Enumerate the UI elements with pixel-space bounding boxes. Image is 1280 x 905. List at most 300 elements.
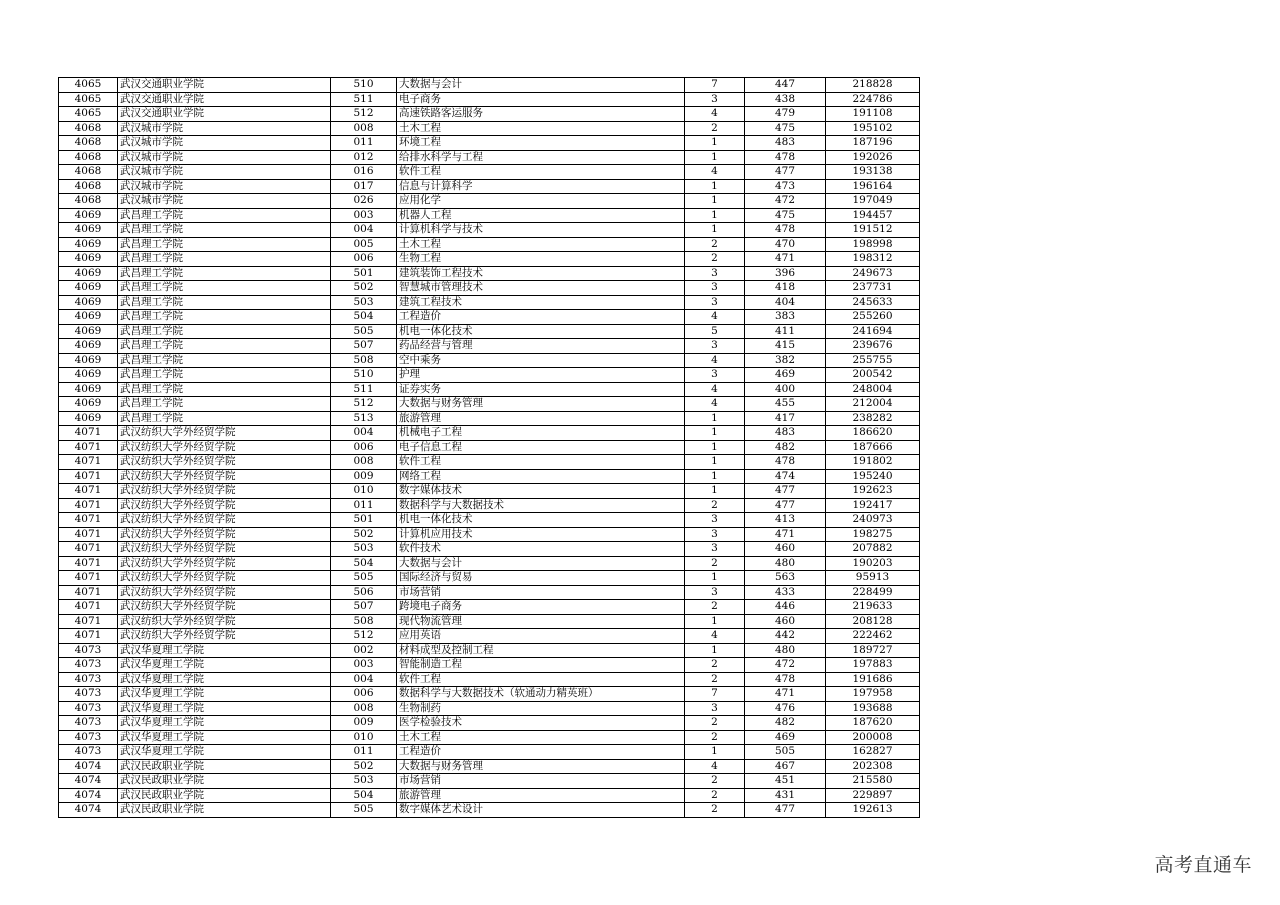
table-row <box>59 513 920 528</box>
min-score-cell: 477 <box>745 803 826 818</box>
plan-count-cell: 2 <box>685 121 745 136</box>
major-name-cell: 跨境电子商务 <box>397 600 685 615</box>
table-row <box>59 295 920 310</box>
min-rank-cell: 229897 <box>826 788 920 803</box>
school-code-cell: 4071 <box>59 469 118 484</box>
school-code-cell: 4073 <box>59 745 118 760</box>
min-rank-cell: 95913 <box>826 571 920 586</box>
min-score-cell: 447 <box>745 78 826 93</box>
school-name-cell: 武昌理工学院 <box>118 353 331 368</box>
school-name-cell: 武汉纺织大学外经贸学院 <box>118 585 331 600</box>
school-code-cell: 4069 <box>59 310 118 325</box>
min-rank-cell: 193138 <box>826 165 920 180</box>
plan-count-cell: 1 <box>685 150 745 165</box>
min-rank-cell: 162827 <box>826 745 920 760</box>
major-name-cell: 应用英语 <box>397 629 685 644</box>
major-name-cell: 药品经营与管理 <box>397 339 685 354</box>
school-code-cell: 4073 <box>59 687 118 702</box>
min-score-cell: 467 <box>745 759 826 774</box>
min-rank-cell: 238282 <box>826 411 920 426</box>
plan-count-cell: 3 <box>685 585 745 600</box>
min-rank-cell: 195240 <box>826 469 920 484</box>
school-name-cell: 武汉华夏理工学院 <box>118 643 331 658</box>
table-row <box>59 658 920 673</box>
min-rank-cell: 192613 <box>826 803 920 818</box>
min-rank-cell: 197958 <box>826 687 920 702</box>
plan-count-cell: 2 <box>685 658 745 673</box>
major-code-cell: 504 <box>331 310 397 325</box>
table-row <box>59 281 920 296</box>
min-rank-cell: 241694 <box>826 324 920 339</box>
min-score-cell: 404 <box>745 295 826 310</box>
min-rank-cell: 248004 <box>826 382 920 397</box>
major-code-cell: 512 <box>331 397 397 412</box>
min-score-cell: 478 <box>745 223 826 238</box>
min-rank-cell: 237731 <box>826 281 920 296</box>
min-rank-cell: 222462 <box>826 629 920 644</box>
major-code-cell: 510 <box>331 78 397 93</box>
school-code-cell: 4069 <box>59 368 118 383</box>
table-row <box>59 252 920 267</box>
major-code-cell: 008 <box>331 455 397 470</box>
min-score-cell: 433 <box>745 585 826 600</box>
table-row <box>59 310 920 325</box>
school-name-cell: 武汉城市学院 <box>118 194 331 209</box>
major-name-cell: 国际经济与贸易 <box>397 571 685 586</box>
major-name-cell: 数字媒体艺术设计 <box>397 803 685 818</box>
major-name-cell: 大数据与财务管理 <box>397 759 685 774</box>
major-name-cell: 建筑工程技术 <box>397 295 685 310</box>
major-name-cell: 机器人工程 <box>397 208 685 223</box>
school-code-cell: 4069 <box>59 223 118 238</box>
table-row <box>59 368 920 383</box>
school-name-cell: 武汉纺织大学外经贸学院 <box>118 614 331 629</box>
plan-count-cell: 1 <box>685 179 745 194</box>
school-name-cell: 武汉城市学院 <box>118 136 331 151</box>
major-code-cell: 512 <box>331 629 397 644</box>
min-rank-cell: 191512 <box>826 223 920 238</box>
min-rank-cell: 197049 <box>826 194 920 209</box>
major-name-cell: 信息与计算科学 <box>397 179 685 194</box>
school-code-cell: 4071 <box>59 614 118 629</box>
plan-count-cell: 7 <box>685 687 745 702</box>
major-name-cell: 土木工程 <box>397 121 685 136</box>
school-code-cell: 4068 <box>59 150 118 165</box>
major-code-cell: 505 <box>331 324 397 339</box>
major-name-cell: 大数据与财务管理 <box>397 397 685 412</box>
major-code-cell: 502 <box>331 281 397 296</box>
major-code-cell: 005 <box>331 237 397 252</box>
major-name-cell: 电子信息工程 <box>397 440 685 455</box>
major-code-cell: 506 <box>331 585 397 600</box>
school-name-cell: 武昌理工学院 <box>118 397 331 412</box>
plan-count-cell: 1 <box>685 571 745 586</box>
major-code-cell: 511 <box>331 92 397 107</box>
table-row <box>59 687 920 702</box>
plan-count-cell: 1 <box>685 411 745 426</box>
major-name-cell: 护理 <box>397 368 685 383</box>
major-code-cell: 011 <box>331 136 397 151</box>
school-name-cell: 武汉民政职业学院 <box>118 803 331 818</box>
plan-count-cell: 3 <box>685 295 745 310</box>
table-row <box>59 353 920 368</box>
major-name-cell: 现代物流管理 <box>397 614 685 629</box>
table-row <box>59 730 920 745</box>
min-score-cell: 505 <box>745 745 826 760</box>
school-code-cell: 4069 <box>59 353 118 368</box>
plan-count-cell: 1 <box>685 426 745 441</box>
plan-count-cell: 1 <box>685 455 745 470</box>
table-row <box>59 266 920 281</box>
school-code-cell: 4069 <box>59 339 118 354</box>
major-code-cell: 508 <box>331 353 397 368</box>
table-row <box>59 484 920 499</box>
major-code-cell: 011 <box>331 745 397 760</box>
major-code-cell: 017 <box>331 179 397 194</box>
school-code-cell: 4068 <box>59 136 118 151</box>
school-name-cell: 武汉城市学院 <box>118 179 331 194</box>
table-row <box>59 643 920 658</box>
table-row <box>59 701 920 716</box>
major-code-cell: 002 <box>331 643 397 658</box>
major-name-cell: 机械电子工程 <box>397 426 685 441</box>
school-code-cell: 4068 <box>59 121 118 136</box>
major-name-cell: 软件工程 <box>397 455 685 470</box>
school-code-cell: 4065 <box>59 107 118 122</box>
school-code-cell: 4073 <box>59 643 118 658</box>
min-score-cell: 478 <box>745 150 826 165</box>
table-row <box>59 498 920 513</box>
school-code-cell: 4065 <box>59 78 118 93</box>
plan-count-cell: 1 <box>685 194 745 209</box>
school-name-cell: 武昌理工学院 <box>118 237 331 252</box>
school-name-cell: 武汉纺织大学外经贸学院 <box>118 469 331 484</box>
table-row <box>59 150 920 165</box>
plan-count-cell: 1 <box>685 643 745 658</box>
major-code-cell: 012 <box>331 150 397 165</box>
major-code-cell: 504 <box>331 788 397 803</box>
min-rank-cell: 189727 <box>826 643 920 658</box>
major-name-cell: 数据科学与大数据技术 <box>397 498 685 513</box>
school-name-cell: 武汉纺织大学外经贸学院 <box>118 629 331 644</box>
table-row <box>59 179 920 194</box>
plan-count-cell: 2 <box>685 730 745 745</box>
major-code-cell: 009 <box>331 469 397 484</box>
plan-count-cell: 4 <box>685 353 745 368</box>
school-code-cell: 4071 <box>59 556 118 571</box>
school-code-cell: 4071 <box>59 629 118 644</box>
major-name-cell: 大数据与会计 <box>397 556 685 571</box>
min-rank-cell: 215580 <box>826 774 920 789</box>
school-name-cell: 武汉华夏理工学院 <box>118 745 331 760</box>
major-name-cell: 计算机科学与技术 <box>397 223 685 238</box>
school-name-cell: 武昌理工学院 <box>118 324 331 339</box>
min-score-cell: 470 <box>745 237 826 252</box>
plan-count-cell: 3 <box>685 368 745 383</box>
table-row <box>59 745 920 760</box>
plan-count-cell: 3 <box>685 339 745 354</box>
min-score-cell: 563 <box>745 571 826 586</box>
major-code-cell: 505 <box>331 803 397 818</box>
min-score-cell: 479 <box>745 107 826 122</box>
major-code-cell: 511 <box>331 382 397 397</box>
table-row <box>59 411 920 426</box>
min-score-cell: 480 <box>745 643 826 658</box>
plan-count-cell: 1 <box>685 440 745 455</box>
school-name-cell: 武昌理工学院 <box>118 411 331 426</box>
major-name-cell: 智慧城市管理技术 <box>397 281 685 296</box>
major-code-cell: 503 <box>331 295 397 310</box>
school-code-cell: 4073 <box>59 672 118 687</box>
major-name-cell: 土木工程 <box>397 237 685 252</box>
school-code-cell: 4074 <box>59 759 118 774</box>
major-code-cell: 003 <box>331 208 397 223</box>
min-score-cell: 472 <box>745 658 826 673</box>
table-row <box>59 527 920 542</box>
plan-count-cell: 3 <box>685 92 745 107</box>
school-name-cell: 武昌理工学院 <box>118 223 331 238</box>
plan-count-cell: 2 <box>685 672 745 687</box>
table-row <box>59 107 920 122</box>
table-row <box>59 194 920 209</box>
table-row <box>59 571 920 586</box>
school-code-cell: 4068 <box>59 179 118 194</box>
major-name-cell: 土木工程 <box>397 730 685 745</box>
min-rank-cell: 255260 <box>826 310 920 325</box>
min-score-cell: 413 <box>745 513 826 528</box>
school-name-cell: 武昌理工学院 <box>118 252 331 267</box>
min-rank-cell: 208128 <box>826 614 920 629</box>
plan-count-cell: 4 <box>685 165 745 180</box>
school-code-cell: 4073 <box>59 716 118 731</box>
major-name-cell: 旅游管理 <box>397 788 685 803</box>
table-row <box>59 121 920 136</box>
major-code-cell: 503 <box>331 774 397 789</box>
school-code-cell: 4069 <box>59 295 118 310</box>
plan-count-cell: 3 <box>685 266 745 281</box>
major-code-cell: 026 <box>331 194 397 209</box>
table-row <box>59 136 920 151</box>
plan-count-cell: 2 <box>685 774 745 789</box>
table-row <box>59 672 920 687</box>
min-score-cell: 476 <box>745 701 826 716</box>
school-name-cell: 武汉民政职业学院 <box>118 788 331 803</box>
school-name-cell: 武汉纺织大学外经贸学院 <box>118 542 331 557</box>
school-name-cell: 武汉民政职业学院 <box>118 774 331 789</box>
table-row <box>59 469 920 484</box>
major-code-cell: 003 <box>331 658 397 673</box>
min-score-cell: 442 <box>745 629 826 644</box>
plan-count-cell: 4 <box>685 629 745 644</box>
table-row <box>59 440 920 455</box>
table-row <box>59 600 920 615</box>
major-code-cell: 502 <box>331 527 397 542</box>
school-name-cell: 武汉纺织大学外经贸学院 <box>118 527 331 542</box>
major-name-cell: 给排水科学与工程 <box>397 150 685 165</box>
major-name-cell: 医学检验技术 <box>397 716 685 731</box>
min-rank-cell: 198312 <box>826 252 920 267</box>
major-code-cell: 004 <box>331 426 397 441</box>
school-name-cell: 武汉纺织大学外经贸学院 <box>118 440 331 455</box>
school-name-cell: 武昌理工学院 <box>118 339 331 354</box>
min-rank-cell: 245633 <box>826 295 920 310</box>
school-name-cell: 武昌理工学院 <box>118 310 331 325</box>
min-rank-cell: 240973 <box>826 513 920 528</box>
min-rank-cell: 193688 <box>826 701 920 716</box>
min-rank-cell: 192417 <box>826 498 920 513</box>
min-score-cell: 431 <box>745 788 826 803</box>
school-code-cell: 4071 <box>59 440 118 455</box>
min-rank-cell: 249673 <box>826 266 920 281</box>
major-name-cell: 生物工程 <box>397 252 685 267</box>
school-code-cell: 4071 <box>59 455 118 470</box>
major-name-cell: 市场营销 <box>397 774 685 789</box>
min-score-cell: 460 <box>745 614 826 629</box>
major-name-cell: 市场营销 <box>397 585 685 600</box>
plan-count-cell: 4 <box>685 397 745 412</box>
major-name-cell: 软件工程 <box>397 165 685 180</box>
major-code-cell: 507 <box>331 339 397 354</box>
table-row <box>59 426 920 441</box>
major-code-cell: 510 <box>331 368 397 383</box>
min-score-cell: 471 <box>745 527 826 542</box>
school-code-cell: 4073 <box>59 701 118 716</box>
school-code-cell: 4073 <box>59 730 118 745</box>
school-code-cell: 4073 <box>59 658 118 673</box>
school-name-cell: 武汉纺织大学外经贸学院 <box>118 556 331 571</box>
major-name-cell: 应用化学 <box>397 194 685 209</box>
min-rank-cell: 200008 <box>826 730 920 745</box>
school-name-cell: 武汉纺织大学外经贸学院 <box>118 600 331 615</box>
table-row <box>59 614 920 629</box>
major-name-cell: 大数据与会计 <box>397 78 685 93</box>
min-rank-cell: 194457 <box>826 208 920 223</box>
school-name-cell: 武汉交通职业学院 <box>118 78 331 93</box>
school-code-cell: 4071 <box>59 513 118 528</box>
major-name-cell: 生物制药 <box>397 701 685 716</box>
min-rank-cell: 198998 <box>826 237 920 252</box>
min-score-cell: 478 <box>745 455 826 470</box>
major-name-cell: 智能制造工程 <box>397 658 685 673</box>
school-name-cell: 武汉纺织大学外经贸学院 <box>118 571 331 586</box>
min-score-cell: 400 <box>745 382 826 397</box>
min-score-cell: 418 <box>745 281 826 296</box>
school-code-cell: 4068 <box>59 194 118 209</box>
min-rank-cell: 197883 <box>826 658 920 673</box>
school-code-cell: 4065 <box>59 92 118 107</box>
watermark-text: 高考直通车 <box>1154 854 1252 876</box>
plan-count-cell: 3 <box>685 701 745 716</box>
school-code-cell: 4071 <box>59 426 118 441</box>
min-rank-cell: 218828 <box>826 78 920 93</box>
major-name-cell: 机电一体化技术 <box>397 324 685 339</box>
major-code-cell: 004 <box>331 672 397 687</box>
major-name-cell: 证券实务 <box>397 382 685 397</box>
school-code-cell: 4074 <box>59 803 118 818</box>
min-rank-cell: 187196 <box>826 136 920 151</box>
min-rank-cell: 186620 <box>826 426 920 441</box>
min-score-cell: 471 <box>745 252 826 267</box>
min-rank-cell: 191802 <box>826 455 920 470</box>
table-row <box>59 324 920 339</box>
plan-count-cell: 2 <box>685 803 745 818</box>
plan-count-cell: 1 <box>685 469 745 484</box>
school-code-cell: 4071 <box>59 527 118 542</box>
school-name-cell: 武昌理工学院 <box>118 368 331 383</box>
school-name-cell: 武汉纺织大学外经贸学院 <box>118 455 331 470</box>
min-score-cell: 469 <box>745 368 826 383</box>
min-rank-cell: 196164 <box>826 179 920 194</box>
major-code-cell: 512 <box>331 107 397 122</box>
school-code-cell: 4071 <box>59 585 118 600</box>
min-score-cell: 471 <box>745 687 826 702</box>
table-row <box>59 803 920 818</box>
min-rank-cell: 207882 <box>826 542 920 557</box>
school-code-cell: 4074 <box>59 788 118 803</box>
plan-count-cell: 3 <box>685 513 745 528</box>
table-row <box>59 585 920 600</box>
school-code-cell: 4069 <box>59 237 118 252</box>
min-score-cell: 478 <box>745 672 826 687</box>
school-code-cell: 4069 <box>59 397 118 412</box>
table-row <box>59 556 920 571</box>
school-name-cell: 武汉华夏理工学院 <box>118 672 331 687</box>
min-rank-cell: 228499 <box>826 585 920 600</box>
major-code-cell: 508 <box>331 614 397 629</box>
min-score-cell: 383 <box>745 310 826 325</box>
min-score-cell: 475 <box>745 208 826 223</box>
plan-count-cell: 5 <box>685 324 745 339</box>
major-code-cell: 006 <box>331 440 397 455</box>
major-code-cell: 501 <box>331 266 397 281</box>
min-score-cell: 382 <box>745 353 826 368</box>
major-code-cell: 503 <box>331 542 397 557</box>
table-row <box>59 629 920 644</box>
major-name-cell: 工程造价 <box>397 310 685 325</box>
school-code-cell: 4069 <box>59 324 118 339</box>
school-name-cell: 武汉城市学院 <box>118 150 331 165</box>
min-score-cell: 474 <box>745 469 826 484</box>
table-row <box>59 542 920 557</box>
min-score-cell: 477 <box>745 498 826 513</box>
min-score-cell: 480 <box>745 556 826 571</box>
table-row <box>59 382 920 397</box>
major-name-cell: 机电一体化技术 <box>397 513 685 528</box>
school-name-cell: 武汉城市学院 <box>118 165 331 180</box>
min-rank-cell: 198275 <box>826 527 920 542</box>
min-score-cell: 396 <box>745 266 826 281</box>
plan-count-cell: 3 <box>685 527 745 542</box>
major-code-cell: 507 <box>331 600 397 615</box>
min-score-cell: 477 <box>745 484 826 499</box>
school-code-cell: 4069 <box>59 281 118 296</box>
school-name-cell: 武汉华夏理工学院 <box>118 687 331 702</box>
plan-count-cell: 3 <box>685 542 745 557</box>
school-name-cell: 武汉民政职业学院 <box>118 759 331 774</box>
school-name-cell: 武昌理工学院 <box>118 266 331 281</box>
major-name-cell: 建筑装饰工程技术 <box>397 266 685 281</box>
table-body <box>59 78 920 818</box>
plan-count-cell: 2 <box>685 498 745 513</box>
school-name-cell: 武汉华夏理工学院 <box>118 716 331 731</box>
major-name-cell: 空中乘务 <box>397 353 685 368</box>
school-code-cell: 4071 <box>59 542 118 557</box>
major-name-cell: 软件工程 <box>397 672 685 687</box>
major-code-cell: 504 <box>331 556 397 571</box>
min-score-cell: 475 <box>745 121 826 136</box>
min-score-cell: 446 <box>745 600 826 615</box>
table-row <box>59 165 920 180</box>
